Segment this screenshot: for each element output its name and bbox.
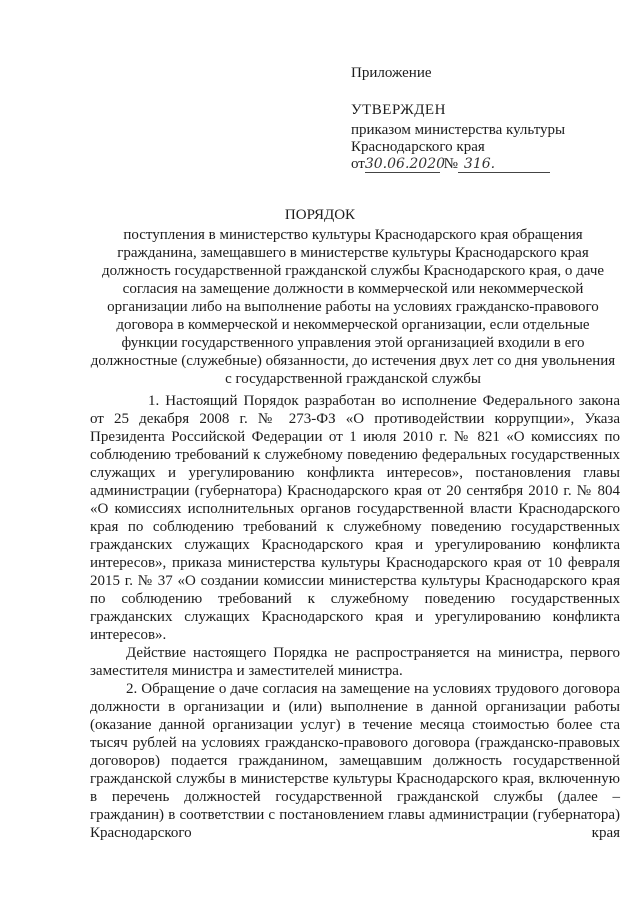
order-line-1: приказом министерства культуры [351, 122, 566, 138]
date-prefix: от [351, 156, 365, 172]
paragraph-3: 2. Обращение о даче согласия на замещение на условиях трудового договора должности в организации и (или) выполнение в данной организации работы (оказание данной организации услуг) в течение месяца стоимостью более ста тысяч рублей на условиях гражданско-правового договора (гражданско-правовых договоров) подается гражданином, замещавшим должность государственной гражданской службы в министерстве культуры Краснодарского края, включенную в перечень должностей государственной гражданской службы (далее – гражданин) в соответствии с постановлением главы администрации (губернатора) Краснодарского края [90, 681, 620, 841]
handwritten-number: 316. [458, 157, 550, 173]
document-body [90, 392, 620, 842]
approval-stamp-label: УТВЕРЖДЕН [351, 102, 446, 118]
order-date-number-line [351, 155, 550, 173]
paragraph-1: 1. Настоящий Порядок разработан во исполнение Федерального закона от 25 декабря 2008 г. № 273-ФЗ «О противодействии коррупции», Указа Президента Российской Федерации от 1 июля 2010 г. № 821 «О комиссиях по соблюдению требований к служебному поведению федеральных государственных служащих и урегулированию конфликта интересов», постановления главы администрации (губернатора) Краснодарского края от 20 сентября 2010 г. № 804 «О комиссиях исполнительных органов государственной власти Краснодарского края по соблюдению требований к служебному поведению государственных гражданских служащих Краснодарского края и урегулированию конфликта интересов», приказа министерства культуры Краснодарского края от 10 февраля 2015 г. № 37 «О создании комиссии министерства культуры Краснодарского края по соблюдению требований к служебному поведению государственных гражданских служащих Краснодарского края и урегулированию конфликта интересов». [90, 393, 620, 643]
order-line-2: Краснодарского края [351, 139, 485, 155]
document-title: ПОРЯДОК [284, 207, 356, 223]
number-prefix: № [443, 156, 458, 172]
document-subtitle: поступления в министерство культуры Краснодарского края обращения гражданина, замещавшего в министерстве культуры Краснодарского края должность государственной гражданской службы Краснодарского края, о даче согласия на замещение должности в коммерческой или некоммерческой организации либо на выполнение работы на условиях гражданско-правового договора в коммерческой и некоммерческой организации, если отдельные функции государственного управления этой организацией входили в его должностные (служебные) обязанности, до истечения двух лет со дня увольнения с государственной гражданской службы [90, 227, 616, 387]
paragraph-2: Действие настоящего Порядка не распространяется на министра, первого заместителя министра и заместителей министра. [90, 645, 620, 679]
appendix-label: Приложение [351, 65, 432, 81]
handwritten-date: 30.06.2020 [364, 156, 446, 172]
approval-order-reference [351, 122, 621, 156]
